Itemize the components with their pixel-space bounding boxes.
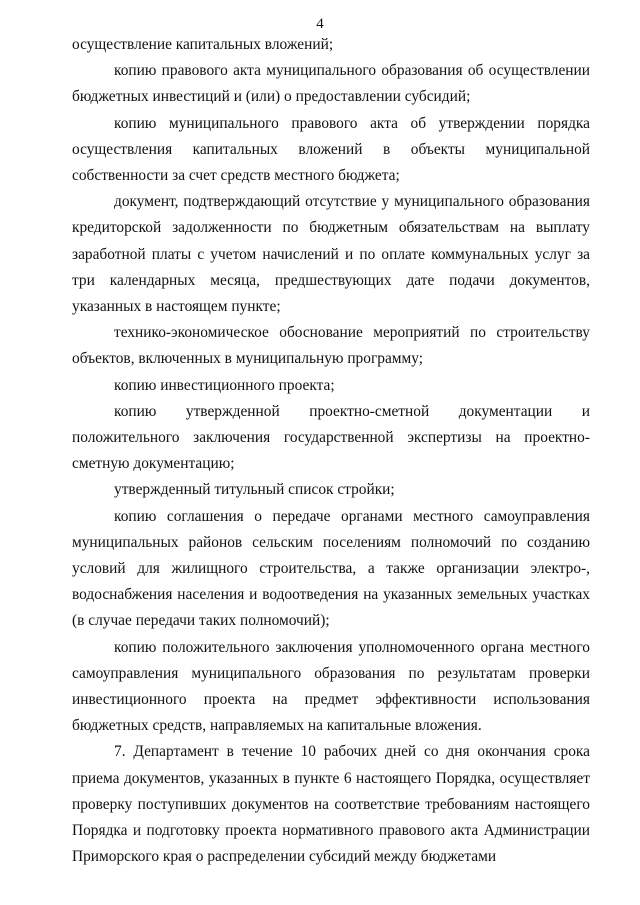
paragraph-capital-investments: осуществление капитальных вложений; <box>72 36 334 53</box>
page-number: 4 <box>316 16 324 32</box>
paragraph-design-documentation: копию утвержденной проектно-сметной документации и положительного заключения государственной экспертизы на проектно-сметную документацию; <box>72 402 590 473</box>
document-body <box>72 32 590 871</box>
paragraph-title-list: утвержденный титульный список стройки; <box>114 481 395 499</box>
paragraph-item-7: 7. Департамент в течение 10 рабочих дней со дня окончания срока приема документов, указанных в пункте 6 настоящего Порядка, осуществляет проверку поступивших документов на соответствие требованиям настоящего Порядка и подготовку проекта нормативного правового акта Администрации Приморского края о распределении субсидий между бюджетами <box>72 743 590 866</box>
paragraph-powers-agreement: копию соглашения о передаче органами местного самоуправления муниципальных районов сельским поселениям полномочий по созданию условий для жилищного строительства, а также организации электро-, водоснабжения населения и водоотведения на указанных земельных участках (в случае передачи таких полномочий); <box>72 507 590 630</box>
paragraph-feasibility-study: технико-экономическое обоснование мероприятий по строительству объектов, включенных в муниципальную программу; <box>72 324 590 368</box>
paragraph-municipal-act-copy: копию муниципального правового акта об утверждении порядка осуществления капитальных вложений в объекты муниципальной собственности за счет средств местного бюджета; <box>72 114 590 185</box>
paragraph-legal-act-copy: копию правового акта муниципального образования об осуществлении бюджетных инвестиций и (или) о предоставлении субсидий; <box>72 62 590 106</box>
paragraph-no-debt-document: документ, подтверждающий отсутствие у муниципального образования кредиторской задолженности по бюджетным обязательствам на выплату заработной платы с учетом начислений и по оплате коммунальных услуг за три календарных месяца, предшествующих дате подачи документов, указанных в настоящем пункте; <box>72 193 590 316</box>
paragraph-investment-project: копию инвестиционного проекта; <box>114 376 335 394</box>
paragraph-positive-conclusion: копию положительного заключения уполномоченного органа местного самоуправления муниципального образования по результатам проверки инвестиционного проекта на предмет эффективности использования бюджетных средств, направляемых на капитальные вложения. <box>72 638 590 735</box>
